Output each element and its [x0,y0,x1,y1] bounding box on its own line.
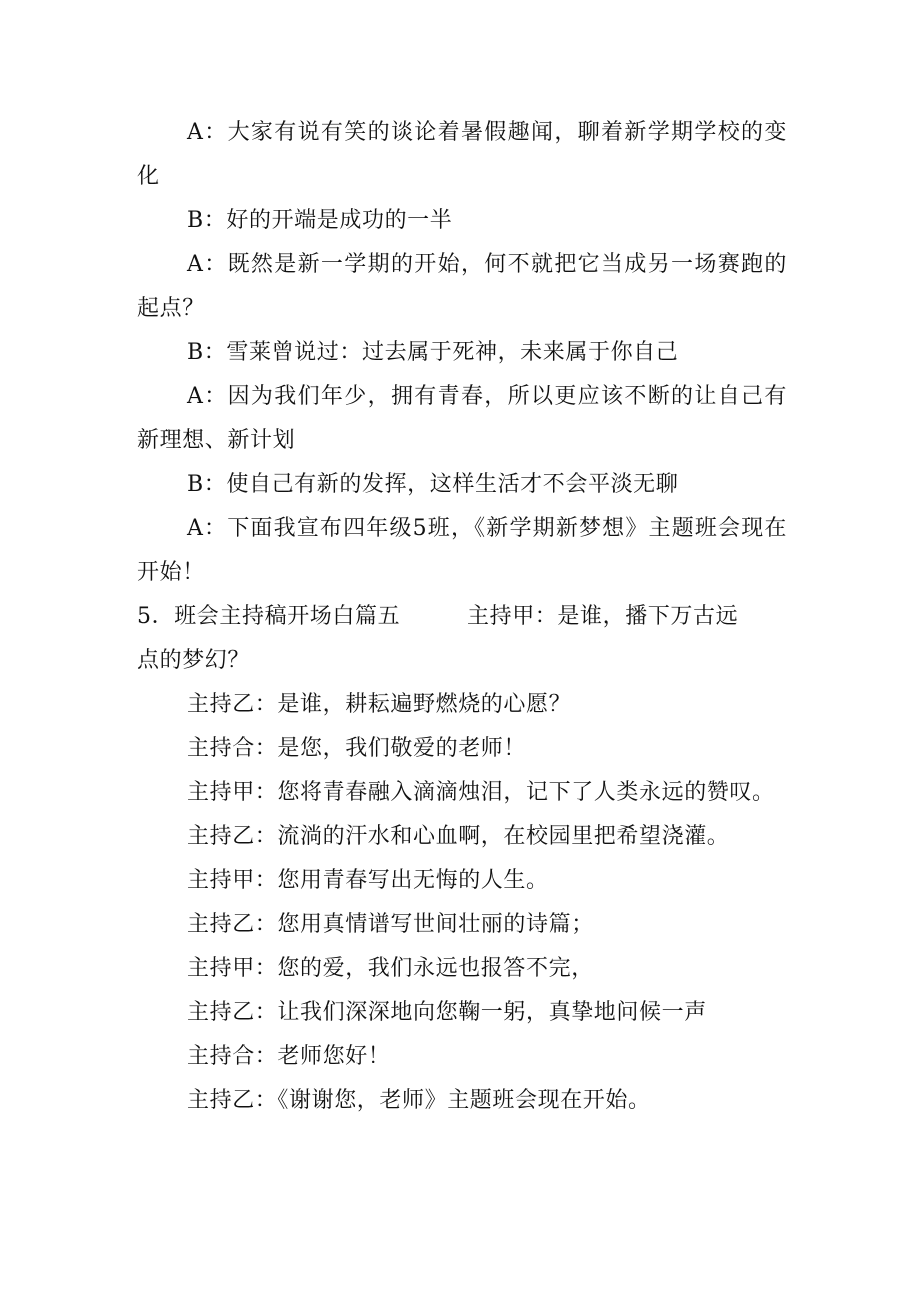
host-line: 主持乙：让我们深深地向您鞠一躬，真挚地问候一声 [187,1000,707,1025]
host-line: 主持甲：您的爱，我们永远也报答不完， [187,956,594,981]
host-line: 主持乙：是谁，耕耘遍野燃烧的心愿？ [187,692,572,717]
host-line: 主持甲：您用青春写出无悔的人生。 [187,868,549,893]
host-line: 主持合：是您，我们敬爱的老师！ [187,736,527,761]
host-line-first-continuation: 点的梦幻？ [137,648,251,673]
document-body [137,111,787,1123]
section-heading-row [137,595,787,639]
host-line: 主持乙：流淌的汗水和心血啊，在校园里把希望浇灌。 [187,824,730,849]
paragraph-a4: A：下面我宣布四年级5班，《新学期新梦想》主题班会现在开始！ [137,516,787,585]
host-line: 主持乙：《谢谢您，老师》主题班会现在开始。 [187,1088,651,1113]
paragraph-b3: B：使自己有新的发挥，这样生活才不会平淡无聊 [187,472,679,497]
paragraph-a1: A：大家有说有笑的谈论着暑假趣闻，聊着新学期学校的变化 [137,120,787,189]
paragraph-a3: A：因为我们年少，拥有青春，所以更应该不断的让自己有新理想、新计划 [137,384,787,453]
host-line: 主持乙：您用真情谱写世间壮丽的诗篇； [187,912,594,937]
host-line: 主持甲：您将青春融入滴滴烛泪，记下了人类永远的赞叹。 [187,780,775,805]
host-line-first: 主持甲：是谁，播下万古远 [467,604,739,629]
section-heading: 5．班会主持稿开场白篇五 [137,604,401,629]
paragraph-a2: A：既然是新一学期的开始，何不就把它当成另一场赛跑的起点？ [137,252,787,321]
paragraph-b2: B：雪莱曾说过：过去属于死神，未来属于你自己 [187,340,679,365]
host-line: 主持合：老师您好！ [187,1044,391,1069]
paragraph-b1: B：好的开端是成功的一半 [187,208,453,233]
